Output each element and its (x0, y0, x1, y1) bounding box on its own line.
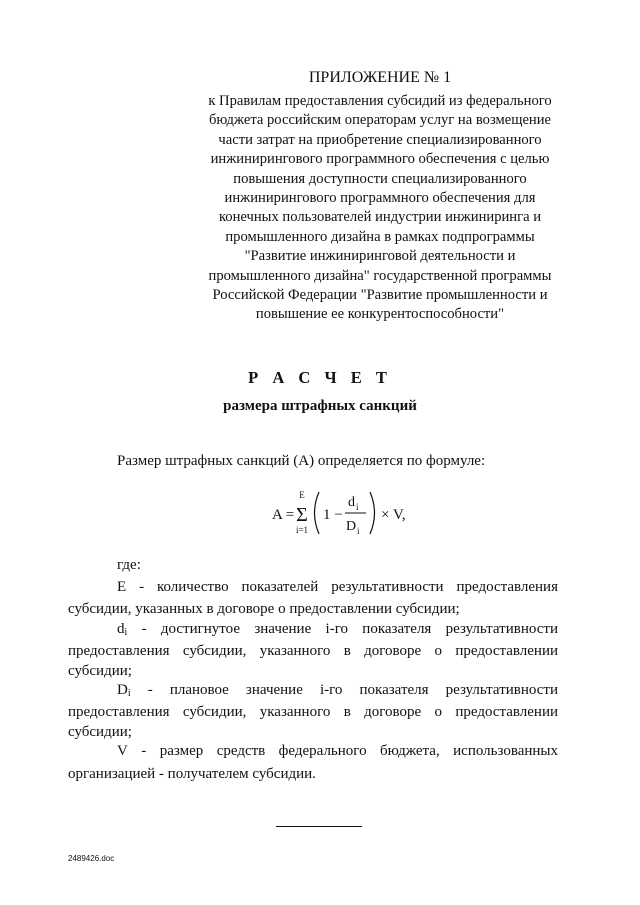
formula-sum-lower: i=1 (295, 525, 309, 535)
definition-symbol: d (117, 620, 125, 637)
appendix-block (200, 68, 560, 325)
formula-right-paren (370, 492, 375, 534)
formula-one-minus: 1 − (323, 507, 343, 523)
formula-sum-upper: E (299, 490, 305, 500)
definition-text: - плановое значение i-го показателя результативности предоставления субсидии, указанного в договоре о предоставлении субсидии; (68, 682, 558, 740)
formula-numerator-sub: i (356, 502, 359, 512)
formula-numerator: d (348, 495, 355, 510)
definition-text: - количество показателей результативности предоставления субсидии, указанных в договоре о предоставлении субсидии; (68, 579, 558, 618)
formula-svg (266, 480, 426, 542)
definition-symbol: Е (117, 579, 127, 595)
definition-v (68, 742, 558, 784)
definitions-list (68, 578, 558, 784)
definition-text: - достигнутое значение i-го показателя результативности предоставления субсидии, указанного в договоре о предоставлении субсидии; (68, 620, 558, 679)
penalty-formula (266, 480, 426, 542)
appendix-body: к Правилам предоставления субсидий из федерального бюджета российским операторам услуг на возмещение части затрат на приобретение специализированного инжинирингового программного обеспечения с целью повышения доступности специализированного инжинирингового программного обеспечения для конечных пользователей индустрии инжиниринга и промышленного дизайна в рамках подпрограммы "Развитие инжиниринговой деятельности и промышленного дизайна" государственной программы Российской Федерации "Развитие промышленности и повышение ее конкурентоспособности" (208, 93, 552, 323)
definition-symbol: D (117, 682, 128, 699)
definition-symbol-sub: i (124, 626, 128, 638)
intro-text: Размер штрафных санкций (А) определяется по формуле: (117, 453, 486, 469)
formula-times-v: × V, (381, 507, 406, 523)
document-subtitle: размера штрафных санкций (223, 398, 417, 414)
formula-denominator-sub: i (357, 526, 360, 536)
where-label: где: (117, 557, 141, 573)
formula-left-paren (315, 492, 320, 534)
document-title: Р А С Ч Е Т (248, 368, 392, 387)
definition-d-i (68, 620, 558, 681)
definition-symbol: V (117, 743, 128, 760)
definition-capital-d-i (68, 681, 558, 742)
formula-sum-sign: Σ (296, 504, 308, 526)
end-separator-line (276, 826, 362, 827)
definition-e (68, 578, 558, 620)
footer-filename: 2489426.doc (68, 854, 115, 863)
appendix-title: ПРИЛОЖЕНИЕ № 1 (308, 69, 452, 86)
formula-denominator: D (346, 519, 357, 534)
definition-text: - размер средств федерального бюджета, использованных организацией - получателем субсидии. (68, 743, 558, 782)
formula-lhs: A = (272, 507, 295, 523)
definition-symbol-sub: i (127, 688, 131, 700)
